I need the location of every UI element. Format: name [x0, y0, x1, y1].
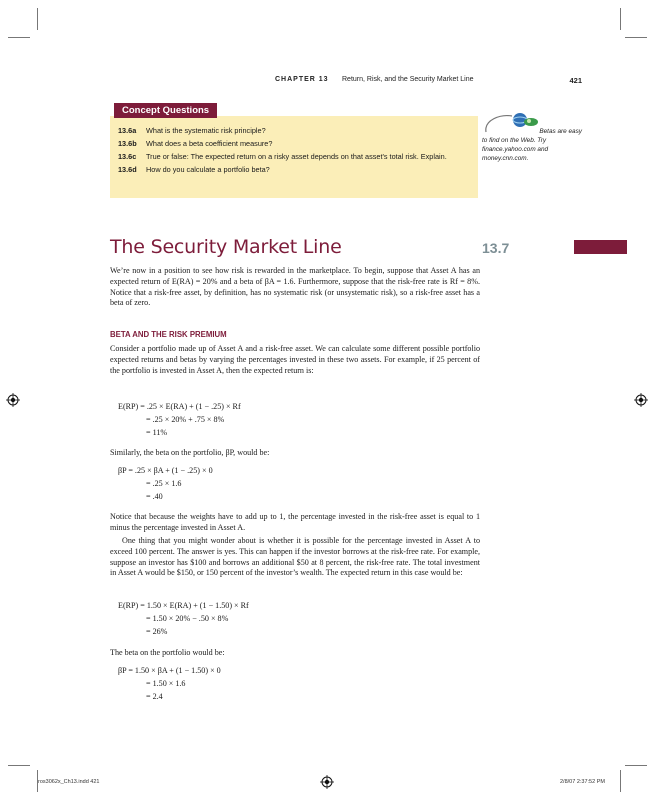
body-paragraph: The beta on the portfolio would be: [110, 648, 225, 657]
equation-line: βP = 1.50 × βA + (1 − 1.50) × 0 [118, 666, 221, 675]
question-number: 13.6b [118, 139, 137, 148]
equation-line: = .40 [146, 492, 163, 501]
registration-mark-icon [320, 775, 334, 789]
question-text: How do you calculate a portfolio beta? [146, 165, 270, 174]
body-paragraph: Notice that because the weights have to add up to 1, the percentage invested in the risk-free asset is equal to 1 minus the percentage invested in Asset A. [110, 512, 480, 532]
list-item [118, 152, 474, 161]
registration-mark-icon [634, 393, 648, 407]
chapter-title: Return, Risk, and the Security Market Line [342, 76, 474, 83]
web-note-line: money.cnn.com. [482, 155, 529, 162]
section-tab-bar [574, 240, 627, 254]
equation-line: βP = .25 × βA + (1 − .25) × 0 [118, 466, 213, 475]
list-item [118, 139, 474, 148]
section-title: The Security Market Line [110, 236, 342, 258]
question-text: What does a beta coefficient measure? [146, 139, 273, 148]
question-text: True or false: The expected return on a risky asset depends on that asset's total risk. Explain. [146, 152, 447, 161]
equation-line: E(RP) = .25 × E(RA) + (1 − .25) × Rf [118, 402, 241, 411]
body-paragraph: Consider a portfolio made up of Asset A and a risk-free asset. We can calculate some different possible portfolio expected returns and betas by varying the percentages invested in these two assets. For example, if 25 percent of the portfolio is invested in Asset A, then the expected return is: [110, 344, 480, 375]
web-note-line: finance.yahoo.com and [482, 146, 549, 153]
crop-mark [625, 765, 647, 766]
crop-mark [8, 37, 30, 38]
concept-questions-list [118, 126, 474, 178]
concept-questions-title: Concept Questions [114, 103, 217, 118]
crop-mark [620, 8, 621, 30]
list-item [118, 165, 474, 174]
question-number: 13.6d [118, 165, 137, 174]
page-number: 421 [569, 76, 582, 85]
intro-paragraph: We’re now in a position to see how risk is rewarded in the marketplace. To begin, suppose that Asset A has an expected return of E(RA) = 20% and a beta of βA = 1.6. Furthermore, suppose that the risk-free rate is Rf = 8%. Notice that a risk-free asset, by definition, has no systematic risk (or unsystematic risk), so a risk-free asset has a beta of zero. [110, 266, 480, 308]
web-margin-note [482, 127, 582, 163]
question-number: 13.6c [118, 152, 137, 161]
equation-line: = 1.50 × 20% − .50 × 8% [146, 614, 229, 623]
equation-line: = 1.50 × 1.6 [146, 679, 186, 688]
subheading: BETA AND THE RISK PREMIUM [110, 330, 227, 339]
body-paragraph: One thing that you might wonder about is whether it is possible for the percentage invested in Asset A to exceed 100 percent. The answer is yes. This can happen if the investor borrows at the risk-free rate. For example, suppose an investor has $100 and borrows an additional $50 at 8 percent, the risk-free rate. The total investment in Asset A would be $150, or 150 percent of the investor’s wealth. The expected return in this case would be: [110, 536, 480, 578]
footer-timestamp: 2/8/07 2:37:52 PM [560, 779, 605, 785]
equation-line: = 2.4 [146, 692, 163, 701]
equation-line: = 26% [146, 627, 168, 636]
equation-line: = .25 × 20% + .75 × 8% [146, 415, 225, 424]
web-note-line: Betas are easy [539, 128, 582, 135]
web-note-line: to find on the Web. Try [482, 137, 547, 144]
question-text: What is the systematic risk principle? [146, 126, 266, 135]
chapter-label: CHAPTER 13 [275, 76, 329, 83]
body-paragraph: Similarly, the beta on the portfolio, βP, would be: [110, 448, 270, 457]
equation-line: = 11% [146, 428, 168, 437]
registration-mark-icon [6, 393, 20, 407]
crop-mark [620, 770, 621, 792]
section-number: 13.7 [482, 240, 510, 256]
question-number: 13.6a [118, 126, 137, 135]
equation-line: = .25 × 1.6 [146, 479, 182, 488]
equation-line: E(RP) = 1.50 × E(RA) + (1 − 1.50) × Rf [118, 601, 249, 610]
crop-mark [625, 37, 647, 38]
list-item [118, 126, 474, 135]
crop-mark [8, 765, 30, 766]
crop-mark [37, 8, 38, 30]
footer-file-label: ros3062x_Ch13.indd 421 [38, 779, 100, 785]
